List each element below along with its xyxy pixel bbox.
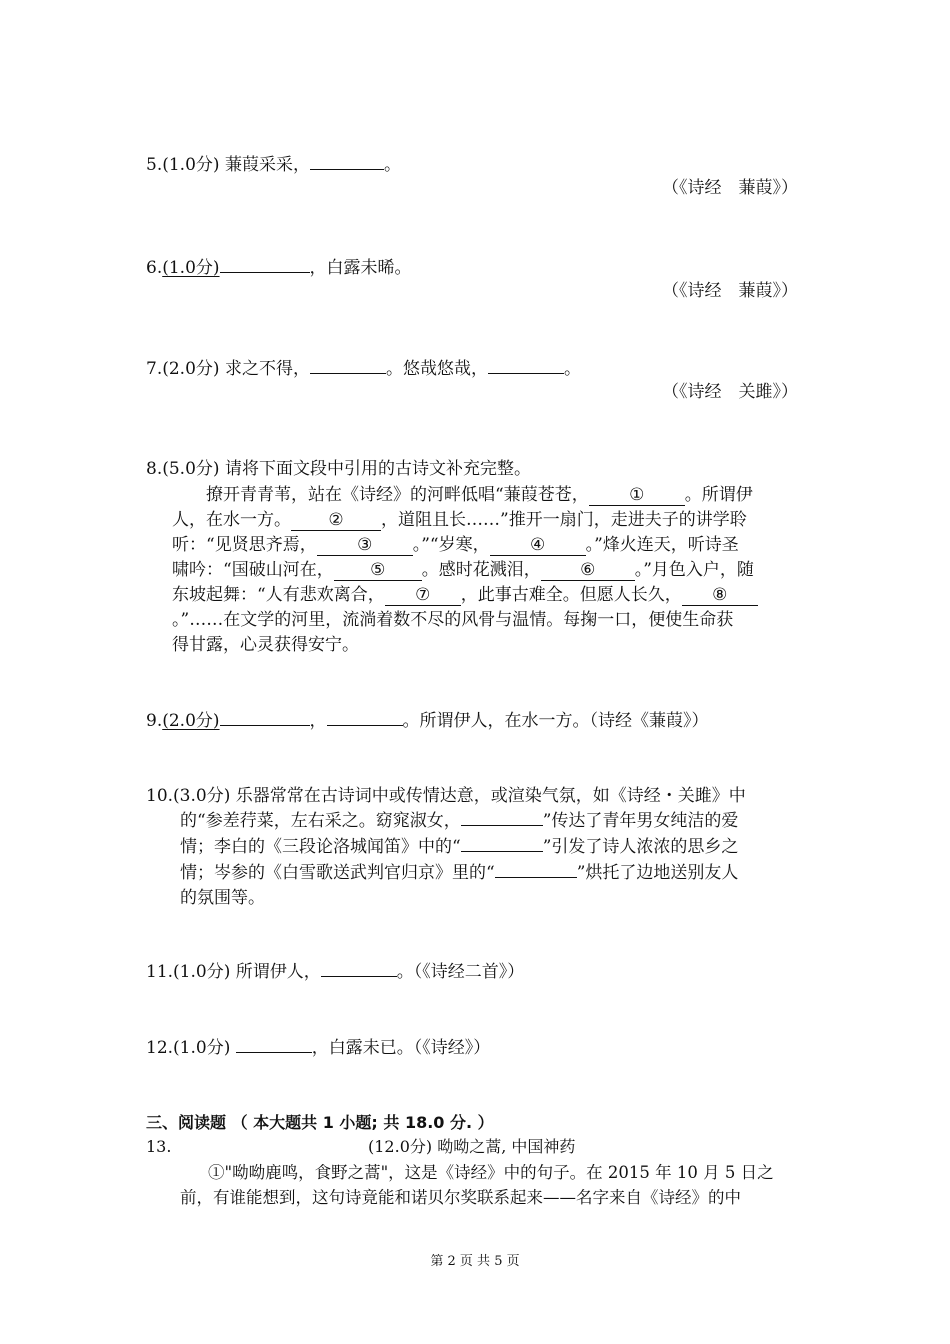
question-10 [146, 784, 746, 808]
answer-blank[interactable] [461, 808, 543, 826]
answer-blank[interactable] [321, 959, 397, 977]
answer-blank[interactable] [310, 356, 386, 374]
passage-line: ①"呦呦鹿鸣，食野之蒿"，这是《诗经》中的句子。在 2015 年 10 月 5 日之 [208, 1163, 774, 1182]
section-title: 三、阅读题 （ 本大题共 1 小题; 共 18.0 分. ） [146, 1113, 494, 1132]
question-number: 7. [146, 359, 163, 379]
question-7: 7.(2.0分) 求之不得， 。悠哉悠哉， 。 [146, 356, 581, 381]
question-6 [146, 255, 412, 280]
question-number: 12. [146, 1038, 174, 1058]
question-5: 5.(1.0分) 蒹葭采采， 。 [146, 152, 401, 177]
answer-blank[interactable] [461, 834, 543, 852]
source-citation: （《诗经 蒹葭》） [662, 178, 798, 198]
question-number: 5. [146, 155, 163, 175]
question-score: (1.0分) [162, 258, 220, 278]
answer-blank[interactable] [310, 152, 384, 170]
question-score: (2.0分) [162, 711, 220, 731]
question-text: 。悠哉悠哉， [385, 359, 488, 379]
answer-blank[interactable] [220, 708, 310, 726]
answer-blank[interactable] [327, 708, 403, 726]
passage-line: 啸吟：“国破山河在， ⑤ 。感时花溅泪， ⑥ 。”月色入户，随 [172, 560, 754, 580]
answer-blank[interactable]: ④ [490, 535, 586, 556]
question-9: 9.(2.0分) ， 。所谓伊人，在水一方。（诗经《蒹葭》） [146, 708, 709, 733]
question-8 [146, 457, 531, 481]
question-text: 蒹葭采采， [224, 155, 310, 175]
question-score: (2.0分) [162, 359, 220, 379]
question-number: 11. [146, 962, 174, 982]
answer-blank[interactable] [495, 860, 577, 878]
answer-blank[interactable]: ⑧ [682, 585, 758, 606]
passage-line: 人，在水一方。 ② ，道阻且长……”推开一扇门，走进夫子的讲学聆 [172, 510, 747, 530]
answer-blank[interactable]: ② [291, 510, 381, 531]
answer-blank[interactable]: ① [589, 485, 685, 506]
question-score: (3.0分) [173, 786, 231, 806]
answer-blank[interactable] [488, 356, 564, 374]
question-text: 请将下面文段中引用的古诗文补充完整。 [224, 459, 531, 479]
question-text: 所谓伊人， [235, 962, 321, 982]
question-text: 求之不得， [224, 359, 310, 379]
question-number: 6. [146, 258, 163, 278]
answer-blank[interactable]: ⑥ [541, 560, 635, 581]
question-number: 10. [146, 786, 174, 806]
answer-blank[interactable]: ⑦ [385, 585, 461, 606]
question-text: 乐器常常在古诗词中或传情达意，或渲染气氛，如《诗经・关雎》中 [235, 786, 746, 806]
answer-blank[interactable] [236, 1035, 312, 1053]
question-11: 11.(1.0分) 所谓伊人， 。（《诗经二首》） [146, 959, 524, 984]
source-citation: （《诗经 蒹葭》） [662, 281, 798, 301]
question-10-body: 的“参差荇菜，左右采之。窈窕淑女， ”传达了青年男女纯洁的爱 情；李白的《三段论洛城闻笛》中的“ ”引发了诗人浓浓的思乡之 情；岑参的《白雪歌送武判官归京》里的“ ”烘托了边地送别友人 的氛围等。 [180, 808, 820, 911]
passage [172, 483, 812, 658]
question-text: ，白露未已。（《诗经》） [311, 1038, 491, 1058]
passage-line: 东坡起舞：“人有悲欢离合， ⑦ ，此事古难全。但愿人长久， ⑧ [172, 583, 812, 608]
page-footer: 第 2 页 共 5 页 [430, 1254, 520, 1269]
question-text: ，白露未晞。 [309, 258, 412, 278]
passage-line: 前，有谁能想到，这句诗竟能和诺贝尔奖联系起来——名字来自《诗经》的中 [180, 1188, 741, 1207]
question-score: (1.0分) [162, 155, 220, 175]
passage-line: 听：“见贤思齐焉， ③ 。”“岁寒， ④ 。”烽火连天，听诗圣 [172, 535, 739, 555]
answer-blank[interactable]: ③ [317, 535, 413, 556]
passage-line: 得甘露，心灵获得安宁。 [172, 635, 359, 655]
question-13-heading: (12.0分) 呦呦之蒿, 中国神药 [368, 1137, 576, 1156]
passage [180, 1160, 820, 1210]
passage-line: 撩开青青苇，站在《诗经》的河畔低唱“蒹葭苍苍， ① 。所谓伊 [172, 485, 753, 505]
question-12 [146, 1035, 490, 1060]
answer-blank[interactable]: ⑤ [334, 560, 422, 581]
question-score: (1.0分) [173, 962, 231, 982]
question-text: 。所谓伊人，在水一方。（诗经《蒹葭》） [402, 711, 709, 731]
question-number: 8. [146, 459, 163, 479]
question-13-number: 13. [146, 1137, 172, 1156]
question-score: (1.0分) [173, 1038, 231, 1058]
answer-blank[interactable] [220, 255, 310, 273]
question-number: 9. [146, 711, 163, 731]
question-score: (5.0分) [162, 459, 220, 479]
passage-line: 。”……在文学的河里，流淌着数不尽的风骨与温情。每掬一口，便使生命获 [172, 610, 734, 630]
source-citation: （《诗经 关雎》） [662, 382, 798, 402]
